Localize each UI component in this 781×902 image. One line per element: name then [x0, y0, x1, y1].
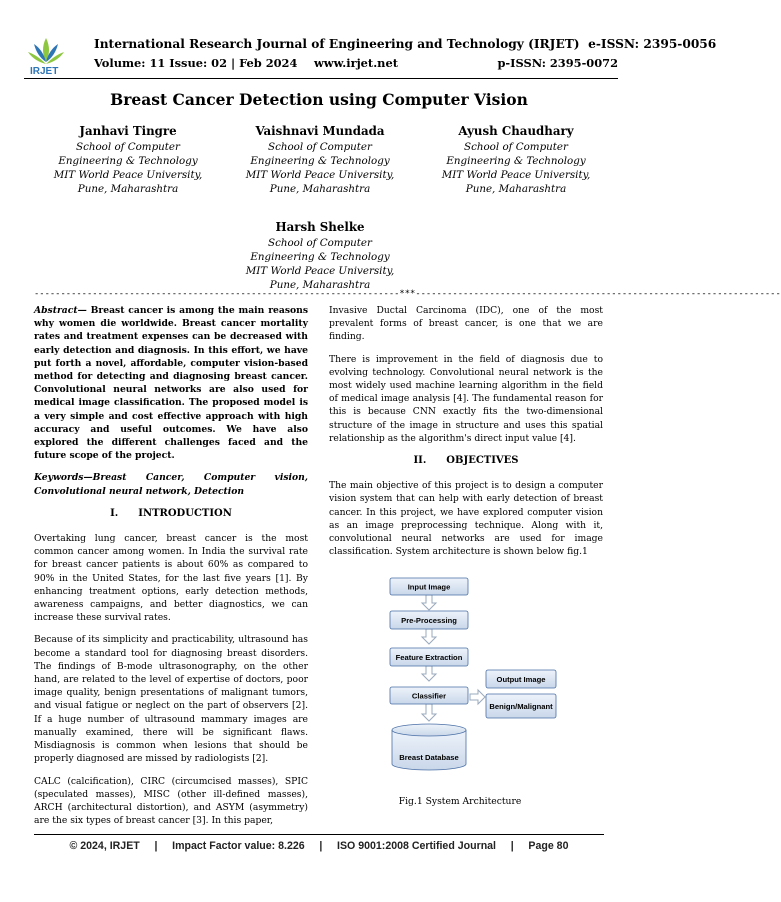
page-footer: © 2024, IRJET | Impact Factor value: 8.226 | ISO 9001:2008 Certified Journal | Page 80 [69, 840, 569, 852]
section-separator: ---------------------------------------------------------------------***--------------------------------------------------------------------- [34, 289, 781, 299]
pissn: p-ISSN: 2395-0072 [497, 56, 618, 70]
author-name: Vaishnavi Mundada [255, 124, 385, 138]
abstract-text: Breast cancer is among the main reasons why women die worldwide. Breast cancer mortality rates and treatment expenses can be decreased with early detection and diagnosis. In this effort, we have put forth a novel, affordable, computer vision-based method for detecting and diagnosing breast cancer. Convolutional neural networks are also used for medical image classification. The proposed model is a very simple and cost effective approach with high accuracy and useful outcomes. We have also explored the different challenges faced and the future scope of the project. [34, 305, 308, 462]
system-architecture-figure [380, 574, 560, 780]
header-rule [24, 78, 618, 79]
journal-header [24, 34, 717, 78]
irjet-logo [24, 34, 68, 78]
label-feature-extraction: Feature Extraction [395, 653, 463, 662]
author-name: Janhavi Tingre [79, 124, 177, 138]
footer-page-number: Page 80 [528, 840, 569, 852]
logo-text: IRJET [30, 66, 59, 77]
label-pre-processing: Pre-Processing [401, 616, 457, 625]
footer-impact-factor: Impact Factor value: 8.226 [172, 840, 305, 852]
right-paragraph-2: There is improvement in the field of diagnosis due to evolving technology. Convolutional neural network is the most widely used machine learning algorithm in the field of medical image analysis [4]. The fundamental reason for this is because CNN exactly fits the two-dimensional structure of the image in structure and uses this spatial relationship as the algorithm's direct input value [4]. [329, 353, 603, 444]
keywords: Keywords—Breast Cancer, Computer vision, Convolutional neural network, Detection [34, 472, 308, 497]
section-heading-objectives: II. OBJECTIVES [413, 455, 519, 467]
label-output-image: Output Image [496, 675, 546, 684]
author-name: Ayush Chaudhary [458, 124, 574, 138]
left-column [34, 304, 308, 836]
journal-title: International Research Journal of Engineering and Technology (IRJET) e-ISSN: 2395-0056 [94, 37, 717, 51]
abstract [34, 304, 308, 462]
author-3: Ayush Chaudhary School of Computer Engineering & Technology MIT World Peace University, Pune, Maharashtra [436, 124, 596, 196]
figure-caption: Fig.1 System Architecture [398, 796, 522, 807]
volume-issue: Volume: 11 Issue: 02 | Feb 2024 [94, 56, 298, 70]
author-2: Vaishnavi Mundada School of Computer Engineering & Technology MIT World Peace University, Pune, Maharashtra [240, 124, 400, 196]
right-column [329, 304, 603, 567]
label-input-image: Input Image [407, 582, 451, 592]
right-paragraph-1: Invasive Ductal Carcinoma (IDC), one of the most prevalent forms of breast cancer, is one that we are finding. [329, 305, 603, 343]
footer-iso: ISO 9001:2008 Certified Journal [337, 840, 497, 852]
label-classifier: Classifier [411, 691, 447, 701]
author-1: Janhavi Tingre School of Computer Engineering & Technology MIT World Peace University, Pune, Maharashtra [48, 124, 208, 196]
author-name: Harsh Shelke [275, 220, 365, 234]
label-benign-malignant: Benign/Malignant [489, 702, 553, 711]
section-heading-introduction: I. INTRODUCTION [110, 507, 232, 519]
label-breast-database: Breast Database [399, 753, 459, 762]
objectives-paragraph: The main objective of this project is to design a computer vision system that can help with early detection of breast cancer. In this project, we have explored computer vision as an image preprocessing technique. Along with it, convolutional neural networks are used for image classification. System architecture is shown below fig.1 [329, 480, 603, 558]
intro-paragraph-1: Overtaking lung cancer, breast cancer is the most common cancer among women. In India the survival rate for breast cancer patients is about 60% as compared to 90% in the United States, for the last five years [1]. By enhancing treatment options, early detection methods, awareness campaigns, and better diagnostics, we can increase these survival rates. [34, 533, 308, 624]
footer-rule [34, 834, 604, 835]
journal-website[interactable]: www.irjet.net [314, 56, 398, 70]
eissn: e-ISSN: 2395-0056 [588, 37, 717, 51]
author-4: Harsh Shelke School of Computer Engineering & Technology MIT World Peace University, Pune, Maharashtra [240, 220, 400, 292]
footer-copyright: © 2024, IRJET [69, 840, 140, 852]
abstract-label: Abstract— [34, 305, 87, 316]
paper-title: Breast Cancer Detection using Computer Vision [110, 90, 528, 109]
intro-paragraph-2: Because of its simplicity and practicability, ultrasound has become a standard tool for diagnosing breast disorders. The findings of B-mode ultrasonography, on the other hand, are related to the level of expertise of doctors, poor image quality, benign presentations of malignant tumors, and visual fatigue or neglect on the part of observers [2]. If a huge number of ultrasound mammary images are manually examined, there will be significant flaws. Misdiagnosis is common when lesions that should be properly diagnosed are missed by radiologists [2]. [34, 634, 308, 765]
intro-paragraph-3: CALC (calcification), CIRC (circumcised masses), SPIC (speculated masses), MISC (other ill-defined masses), ARCH (architectural distortion), and ASYM (asymmetry) are the six types of breast cancer [3]. In this paper, [34, 775, 308, 827]
